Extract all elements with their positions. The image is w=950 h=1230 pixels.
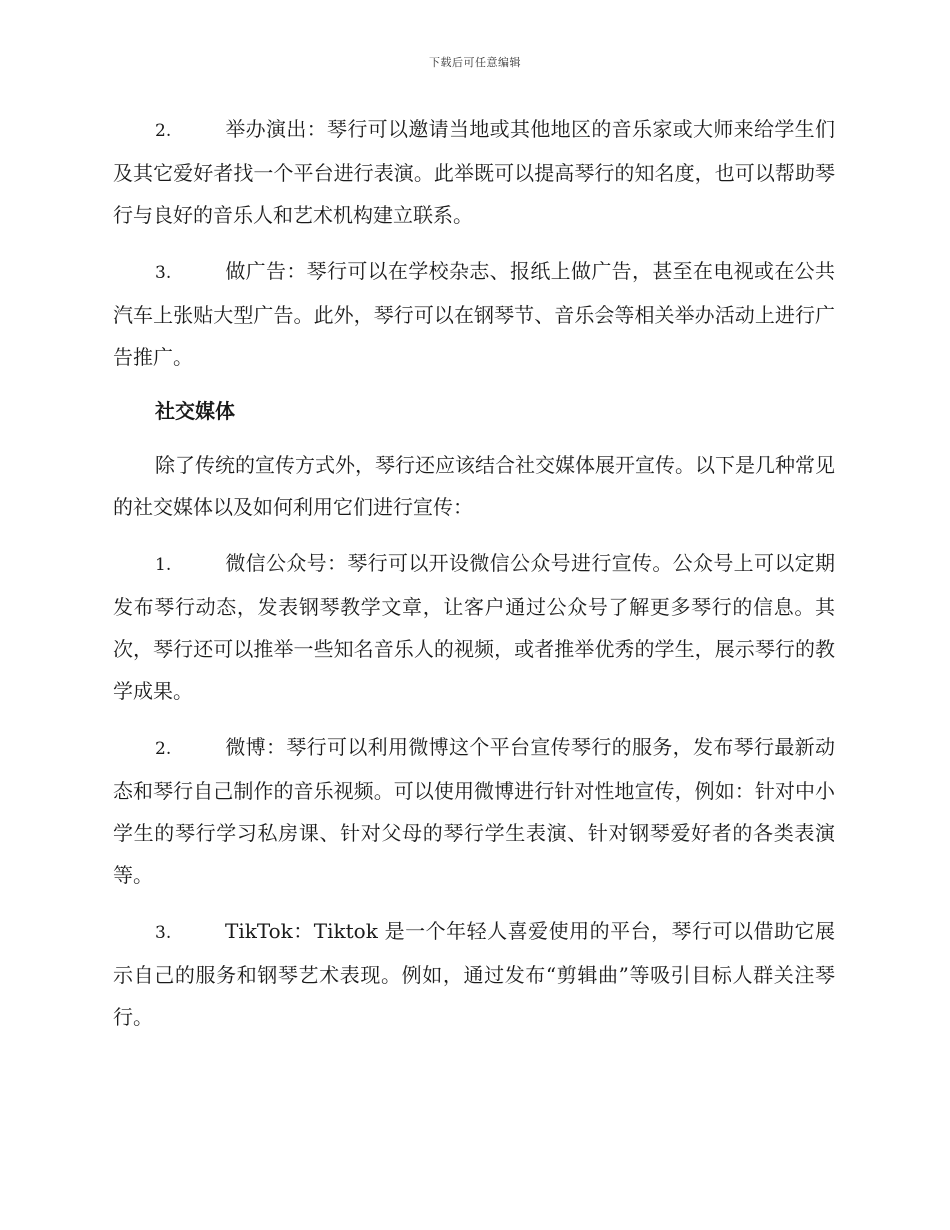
intro-paragraph: 除了传统的宣传方式外，琴行还应该结合社交媒体展开宣传。以下是几种常见的社交媒体以及如何利用它们进行宣传： bbox=[113, 453, 835, 519]
list-item bbox=[113, 726, 835, 896]
list-item-number: 2. bbox=[155, 121, 172, 141]
list-item-text: 做广告：琴行可以在学校杂志、报纸上做广告，甚至在电视或在公共汽车上张贴大型广告。此外，琴行可以在钢琴节、音乐会等相关举办活动上进行广告推广。 bbox=[113, 259, 835, 369]
list-item-number: 2. bbox=[155, 739, 172, 759]
list-item-text: 微信公众号：琴行可以开设微信公众号进行宣传。公众号上可以定期发布琴行动态，发表钢琴教学文章，让客户通过公众号了解更多琴行的信息。其次，琴行还可以推举一些知名音乐人的视频，或者推举优秀的学生，展示琴行的教学成果。 bbox=[113, 551, 835, 703]
list-item bbox=[113, 542, 835, 712]
list-item bbox=[113, 910, 835, 1038]
list-item bbox=[113, 250, 835, 378]
page-header: 下载后可任意编辑 bbox=[429, 56, 521, 69]
list-item-number: 3. bbox=[155, 923, 172, 943]
list-item-text: 举办演出：琴行可以邀请当地或其他地区的音乐家或大师来给学生们及其它爱好者找一个平台进行表演。此举既可以提高琴行的知名度，也可以帮助琴行与良好的音乐人和艺术机构建立联系。 bbox=[113, 117, 835, 227]
list-item-number: 3. bbox=[155, 263, 172, 283]
list-item-text: 微博：琴行可以利用微博这个平台宣传琴行的服务，发布琴行最新动态和琴行自己制作的音乐视频。可以使用微博进行针对性地宣传，例如：针对中小学生的琴行学习私房课、针对父母的琴行学生表演、针对钢琴爱好者的各类表演等。 bbox=[113, 735, 835, 887]
section-heading: 社交媒体 bbox=[155, 399, 235, 423]
document-body bbox=[113, 108, 835, 1052]
list-item-number: 1. bbox=[155, 555, 172, 575]
list-item bbox=[113, 108, 835, 236]
list-item-text: TikTok：Tiktok 是一个年轻人喜爱使用的平台，琴行可以借助它展示自己的服务和钢琴艺术表现。例如，通过发布“剪辑曲”等吸引目标人群关注琴行。 bbox=[113, 919, 835, 1029]
